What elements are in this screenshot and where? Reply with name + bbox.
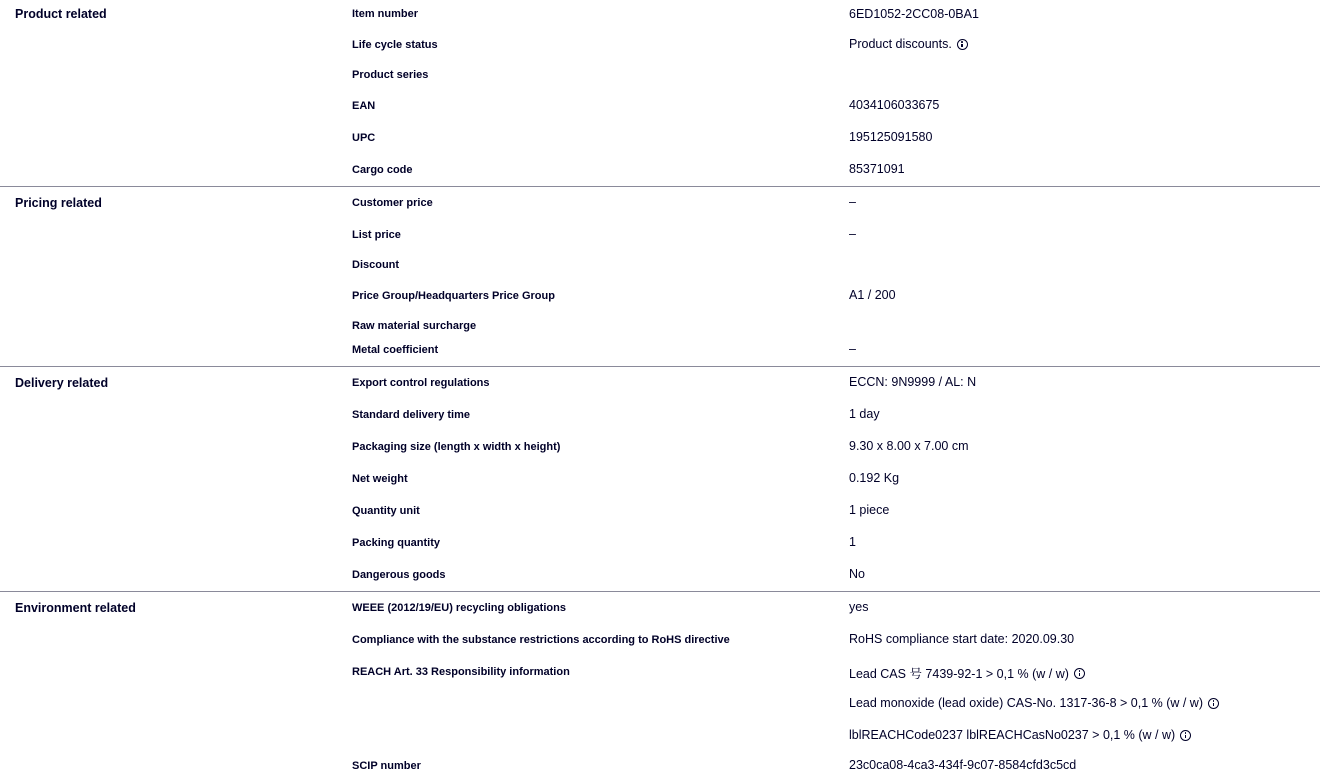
info-circle-icon[interactable]	[1180, 730, 1191, 741]
label-discount: Discount	[352, 259, 400, 271]
value-text: Lead CAS 号 7439-92-1 > 0,1 % (w / w)	[849, 667, 1069, 681]
section-divider	[0, 366, 1320, 367]
value-reach-lead	[849, 664, 1085, 682]
info-circle-icon[interactable]	[1208, 698, 1219, 709]
value-dangerous-goods	[849, 567, 865, 581]
label-packaging-size: Packaging size (length x width x height)	[352, 441, 561, 453]
value-text: 6ED1052-2CC08-0BA1	[849, 7, 979, 21]
value-text: 195125091580	[849, 130, 933, 144]
label-rohs: Compliance with the substance restrictions according to RoHS directive	[352, 634, 730, 646]
section-title-environment: Environment related	[15, 601, 136, 615]
info-circle-icon[interactable]	[1074, 668, 1085, 679]
value-text: ECCN: 9N9999 / AL: N	[849, 375, 977, 389]
value-text: RoHS compliance start date: 2020.09.30	[849, 632, 1075, 646]
label-raw-material-surcharge: Raw material surcharge	[352, 320, 477, 332]
value-text: 9.30 x 8.00 x 7.00 cm	[849, 439, 969, 453]
value-metal-coefficient	[849, 342, 856, 356]
label-reach: REACH Art. 33 Responsibility information	[352, 666, 570, 678]
label-dangerous-goods: Dangerous goods	[352, 569, 446, 581]
value-cargo-code	[849, 162, 905, 176]
value-text: –	[849, 195, 856, 209]
value-ean	[849, 98, 939, 112]
info-circle-icon[interactable]	[957, 39, 968, 50]
label-price-group: Price Group/Headquarters Price Group	[352, 290, 555, 302]
label-upc: UPC	[352, 132, 376, 144]
label-ean: EAN	[352, 100, 376, 112]
value-reach-code-0237	[849, 728, 1191, 742]
label-product-series: Product series	[352, 69, 429, 81]
value-reach-lead-monoxide	[849, 696, 1219, 710]
value-rohs	[849, 632, 1074, 646]
value-text: A1 / 200	[849, 288, 896, 302]
section-title-product: Product related	[15, 7, 107, 21]
value-text: 0.192 Kg	[849, 471, 900, 485]
label-item-number: Item number	[352, 8, 419, 20]
section-title-pricing: Pricing related	[15, 196, 102, 210]
label-packing-quantity: Packing quantity	[352, 537, 441, 549]
value-packaging-size	[849, 439, 969, 453]
value-net-weight	[849, 471, 899, 485]
value-text: 4034106033675	[849, 98, 940, 112]
label-weee: WEEE (2012/19/EU) recycling obligations	[352, 602, 566, 614]
value-text: 1	[849, 535, 856, 549]
section-title-delivery: Delivery related	[15, 376, 109, 390]
label-export-control: Export control regulations	[352, 377, 490, 389]
value-text: 85371091	[849, 162, 905, 176]
value-life-cycle-status	[849, 37, 968, 51]
value-standard-delivery-time	[849, 407, 880, 421]
label-quantity-unit: Quantity unit	[352, 505, 420, 517]
section-divider	[0, 591, 1320, 592]
value-quantity-unit	[849, 503, 889, 517]
value-text: lblREACHCode0237 lblREACHCasNo0237 > 0,1 % (w / w)	[849, 728, 1176, 742]
value-scip-number	[849, 758, 1076, 772]
value-text: –	[849, 227, 856, 241]
value-list-price	[849, 227, 856, 241]
value-customer-price	[849, 195, 856, 209]
value-export-control	[849, 375, 976, 389]
label-scip-number: SCIP number	[352, 760, 421, 772]
label-list-price: List price	[352, 229, 401, 241]
value-text: Lead monoxide (lead oxide) CAS-No. 1317-36-8 > 0,1 % (w / w)	[849, 696, 1203, 710]
value-price-group	[849, 288, 896, 302]
label-cargo-code: Cargo code	[352, 164, 413, 176]
value-text: 23c0ca08-4ca3-434f-9c07-8584cfd3c5cd	[849, 758, 1077, 772]
value-item-number	[849, 7, 979, 21]
value-text: No	[849, 567, 865, 581]
value-text: Product discounts.	[849, 37, 952, 51]
value-weee	[849, 600, 868, 614]
label-customer-price: Customer price	[352, 197, 433, 209]
value-packing-quantity	[849, 535, 856, 549]
value-upc	[849, 130, 932, 144]
value-text: yes	[849, 600, 869, 614]
label-life-cycle-status: Life cycle status	[352, 39, 438, 51]
value-text: 1 day	[849, 407, 880, 421]
label-net-weight: Net weight	[352, 473, 408, 485]
value-text: 1 piece	[849, 503, 890, 517]
label-standard-delivery-time: Standard delivery time	[352, 409, 470, 421]
value-text: –	[849, 342, 856, 356]
section-divider	[0, 186, 1320, 187]
label-metal-coefficient: Metal coefficient	[352, 344, 439, 356]
